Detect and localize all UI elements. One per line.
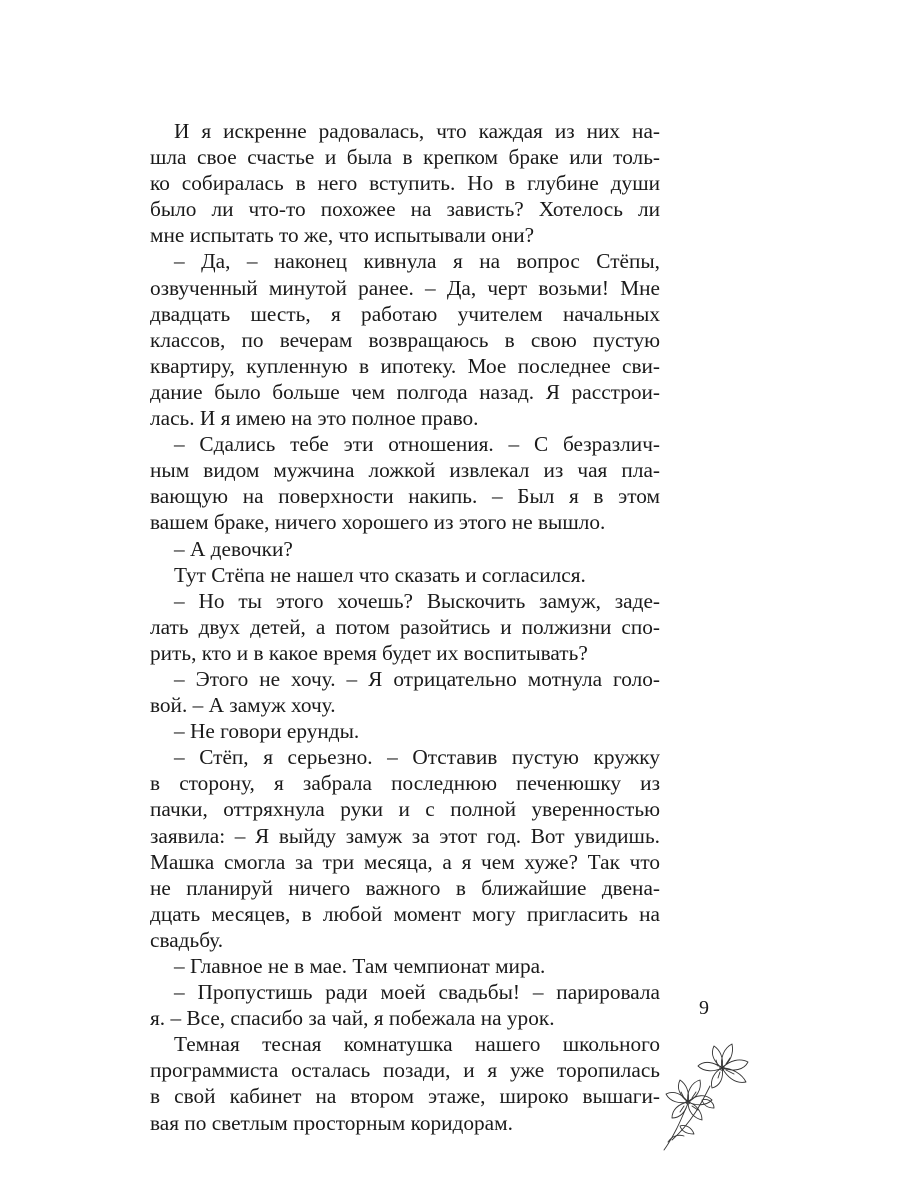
- text-line: дание было больше чем полгода назад. Я расстрои-: [150, 379, 660, 404]
- text-line: – Но ты этого хочешь? Выскочить замуж, заде-: [174, 588, 660, 613]
- text-line: – Главное не в мае. Там чемпионат мира.: [174, 954, 546, 978]
- text-line: свадьбу.: [150, 927, 224, 952]
- text-line: программиста осталась позади, и я уже торопилась: [150, 1058, 660, 1083]
- text-line: Машка смогла за три месяца, а я чем хуже? Так что: [150, 849, 660, 874]
- text-line: в сторону, я забрала последнюю печенюшку из: [150, 771, 660, 796]
- text-line: дцать месяцев, в любой момент могу пригласить на: [150, 901, 660, 926]
- text-line: вающую на поверхности накипь. – Был я в этом: [150, 484, 660, 509]
- text-line: двадцать шесть, я работаю учителем начальных: [150, 301, 660, 326]
- text-line: заявила: – Я выйду замуж за этот год. Вот увидишь.: [150, 823, 660, 848]
- text-line: Тут Стёпа не нашел что сказать и согласился.: [174, 562, 586, 587]
- text-line: лать двух детей, а потом разойтись и полжизни спо-: [150, 614, 660, 639]
- text-line: не планируй ничего важного в ближайшие двена-: [150, 875, 660, 900]
- text-line: было ли что-то похожее на зависть? Хотелось ли: [150, 197, 660, 222]
- text-line: – Стёп, я серьезно. – Отставив пустую кружку: [174, 745, 660, 770]
- text-line: я. – Все, спасибо за чай, я побежала на урок.: [150, 1006, 555, 1031]
- text-line: – Этого не хочу. – Я отрицательно мотнула голо-: [174, 666, 660, 691]
- text-line: классов, по вечерам возвращаюсь в свою пустую: [150, 327, 660, 352]
- body-text: [150, 118, 660, 1136]
- page-number: 9: [699, 997, 709, 1019]
- text-line: пачки, оттряхнула руки и с полной уверенностью: [150, 797, 660, 822]
- text-line: озвученный минутой ранее. – Да, черт возьми! Мне: [150, 275, 660, 300]
- text-line: лась. И я имею на это полное право.: [150, 406, 479, 431]
- text-line: рить, кто и в какое время будет их воспитывать?: [150, 640, 588, 665]
- text-line: ко собиралась в него вступить. Но в глубине души: [150, 171, 660, 196]
- text-line: вашем браке, ничего хорошего из этого не вышло.: [150, 510, 606, 535]
- text-line: вой. – А замуж хочу.: [150, 693, 336, 718]
- text-line: мне испытать то же, что испытывали они?: [150, 223, 535, 248]
- text-line: ным видом мужчина ложкой извлекал из чая пла-: [150, 458, 660, 483]
- text-line: шла свое счастье и была в крепком браке или толь-: [150, 145, 660, 170]
- text-line: – А девочки?: [174, 536, 293, 561]
- text-line: – Пропустишь ради моей свадьбы! – парировала: [174, 980, 660, 1005]
- text-line: Темная тесная комнатушка нашего школьного: [174, 1032, 660, 1057]
- text-line: в свой кабинет на втором этаже, широко вышаги-: [150, 1084, 660, 1109]
- text-line: вая по светлым просторным коридорам.: [150, 1110, 513, 1135]
- flower-sketch-icon: [650, 1030, 770, 1155]
- text-line: – Не говори ерунды.: [174, 719, 360, 744]
- text-line: – Да, – наконец кивнула я на вопрос Стёпы,: [174, 249, 660, 274]
- text-line: квартиру, купленную в ипотеку. Мое последнее сви-: [150, 353, 660, 378]
- text-line: – Сдались тебе эти отношения. – С безразлич-: [174, 432, 660, 457]
- text-line: И я искренне радовалась, что каждая из них на-: [174, 119, 660, 143]
